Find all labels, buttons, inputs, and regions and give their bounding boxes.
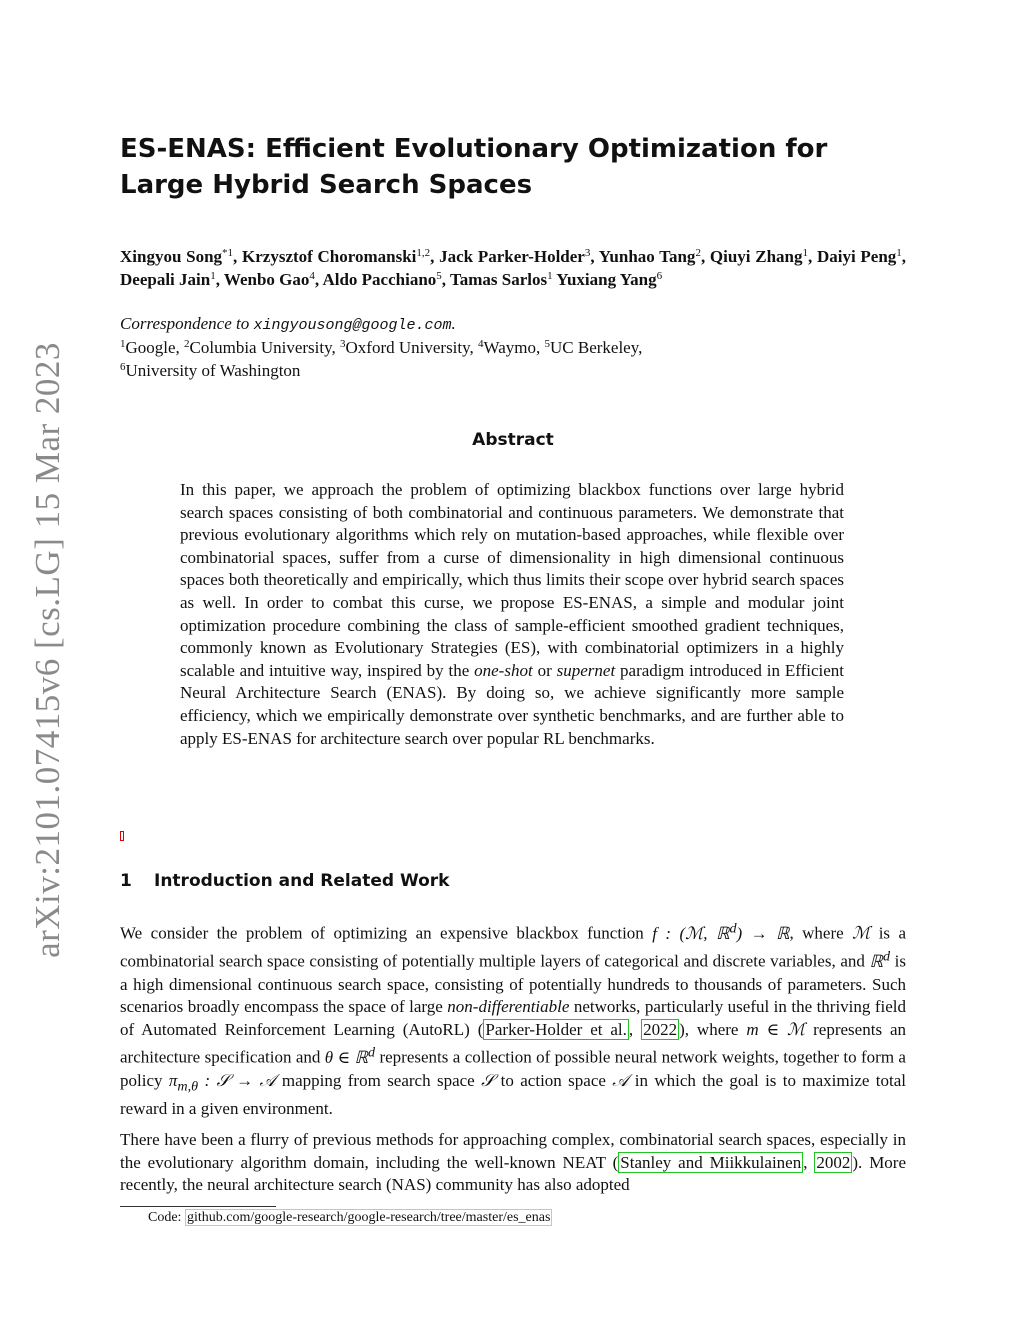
author: Daiyi Peng$^1$, — [816, 247, 907, 266]
citation-link[interactable]: Parker-Holder et al. — [485, 1019, 627, 1039]
abstract-heading: Abstract — [472, 430, 554, 450]
author: Deepali Jain$^1$, — [120, 270, 224, 289]
author: Jack Parker-Holder$^3$, — [439, 247, 599, 266]
annotation-marker — [120, 831, 124, 841]
correspondence-email[interactable]: xingyousong@google.com — [253, 317, 452, 334]
citation-link[interactable]: Stanley and Miikkulainen — [620, 1152, 802, 1172]
author: Yunhao Tang$^2$, — [598, 247, 710, 266]
citation-year-link[interactable]: 2002 — [816, 1152, 851, 1172]
intro-paragraph-2: There have been a flurry of previous methods for approaching complex, combinatorial search spaces, especially in the evolutionary algorithm domain, including the well-known NEAT ( Stanley and Miikkulainen , 2002 ). More recently, the neural architecture search (NAS) community has also adopted — [120, 1130, 907, 1195]
author: Yuxiang Yang$^6$ — [556, 270, 663, 289]
footnote-rule — [120, 1206, 276, 1207]
affiliation-line-2: $^6$University of Washington — [120, 361, 301, 380]
code-url-link[interactable]: github.com/google-research/google-research/tree/master/es_enas — [186, 1210, 551, 1225]
abstract-body: In this paper, we approach the problem of optimizing blackbox functions over large hybrid search spaces consisting of both combinatorial and continuous parameters. We demonstrate that previous evolutionary algorithms which rely on mutation-based approaches, while flexible over combinatorial spaces, suffer from a curse of dimensionality in high dimensional continuous spaces both theoretically and empirically, which thus limits their scope over hybrid search spaces as well. In order to combat this curse, we propose ES-ENAS, a simple and modular joint optimization procedure combining the class of sample-efficient smoothed gradient techniques, commonly known as Evolutionary Strategies (ES), with combinatorial optimizers in a highly scalable and intuitive way, inspired by the one-shot or supernet paradigm introduced in Efficient Neural Architecture Search (ENAS). By doing so, we achieve significantly more sample efficiency, which we empirically demonstrate over synthetic benchmarks, and are further able to apply ES-ENAS for architecture search over popular RL benchmarks. — [180, 480, 844, 748]
section-title: Introduction and Related Work — [154, 871, 450, 891]
affiliations — [120, 336, 642, 382]
author: Krzysztof Choromanski$^{1,2}$, — [242, 247, 440, 266]
footnote: Code: github.com/google-research/google-research/tree/master/es_enas — [148, 1210, 551, 1225]
section-heading — [120, 871, 449, 891]
intro-paragraph-1: We consider the problem of optimizing an expensive blackbox function f : (ℳ, ℝ$^d$) → ℝ, where ℳ is a combinatorial search space consisting of potentially multiple layers of categorical and discrete variables, and ℝ$^d$ is a high dimensional continuous search space, consisting of potentially hundreds to thousands of parameters. Such scenarios broadly encompass the space of large non-differentiable networks, particularly useful in the thriving field of Automated Reinforcement Learning (AutoRL) ( Parker-Holder et al. , 2022 ), where m ∈ ℳ represents an architecture specification and θ ∈ ℝ$^d$ represents a collection of possible neural network weights, together to form a policy $\pi_{m,\theta}$ : 𝒮 → 𝒜 mapping from search space 𝒮 to action space 𝒜 in which the goal is to maximize total reward in a given environment. — [120, 920, 907, 1118]
author: Wenbo Gao$^4$, — [223, 270, 323, 289]
citation-year-link[interactable]: 2022 — [643, 1019, 678, 1039]
author: Tamas Sarlos$^1$ — [449, 270, 553, 289]
author-list — [120, 245, 906, 291]
paper-title: ES-ENAS: Efficient Evolutionary Optimization for Large Hybrid Search Spaces — [120, 134, 828, 200]
author: Xingyou Song$^{*1}$, — [120, 247, 243, 266]
arxiv-stamp — [28, 342, 68, 958]
correspondence-line: Correspondence to xingyousong@google.com. — [120, 314, 456, 334]
affiliation-line-1: $^1$Google, $^2$Columbia University, $^3$Oxford University, $^4$Waymo, $^5$UC Berkeley, — [120, 338, 643, 357]
author: Qiuyi Zhang$^1$, — [709, 247, 817, 266]
section-number: 1 — [120, 871, 132, 891]
arxiv-id: arXiv:2101.07415v6 [cs.LG] 15 Mar 2023 — [28, 342, 68, 958]
author: Aldo Pacchiano$^5$, — [322, 270, 450, 289]
